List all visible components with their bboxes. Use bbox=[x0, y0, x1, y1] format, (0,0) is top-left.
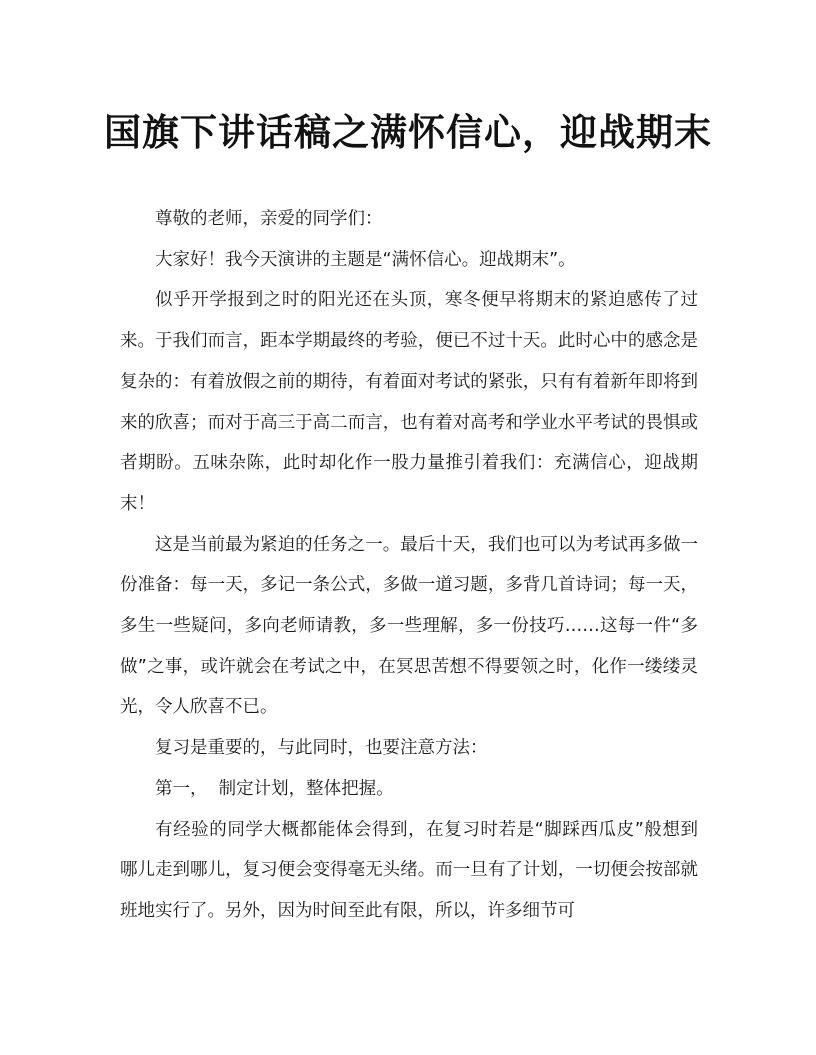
paragraph-intro: 大家好！我今天演讲的主题是“满怀信心。迎战期末”。 bbox=[155, 249, 576, 270]
document-title: 国旗下讲话稿之满怀信心，迎战期末 bbox=[104, 110, 712, 154]
paragraph: 有经验的同学大概都能体会得到，在复习时若是“脚踩西瓜皮”般想到哪儿走到哪儿，复习便会变得毫无头绪。而一旦有了计划，一切便会按部就班地实行了。另外，因为时间至此有限，所以，许多细节可 bbox=[120, 819, 698, 921]
paragraph: 复习是重要的，与此同时，也要注意方法： bbox=[155, 738, 488, 759]
document-body bbox=[120, 199, 698, 932]
paragraph: 似乎开学报到之时的阳光还在头顶，寒冬便早将期末的紧迫感传了过来。于我们而言，距本学期最终的考验，便已不过十天。此时心中的感念是复杂的：有着放假之前的期待，有着面对考试的紧张，只有有着新年即将到来的欣喜；而对于高三于高二而言，也有着对高考和学业水平考试的畏惧或者期盼。五味杂陈，此时却化作一股力量推引着我们：充满信心，迎战期末！ bbox=[120, 290, 698, 514]
paragraph-greeting: 尊敬的老师，亲爱的同学们： bbox=[155, 209, 383, 229]
paragraph-heading-first: 第一， 制定计划，整体把握。 bbox=[155, 778, 394, 799]
paragraph: 这是当前最为紧迫的任务之一。最后十天，我们也可以为考试再多做一份准备：每一天，多记一条公式，多做一道习题，多背几首诗词；每一天，多生一些疑问，多向老师请教，多一些理解，多一份技巧……这每一件“多做”之事，或许就会在考试之中，在冥思苦想不得要领之时，化作一缕缕灵光，令人欣喜不已。 bbox=[120, 534, 698, 718]
